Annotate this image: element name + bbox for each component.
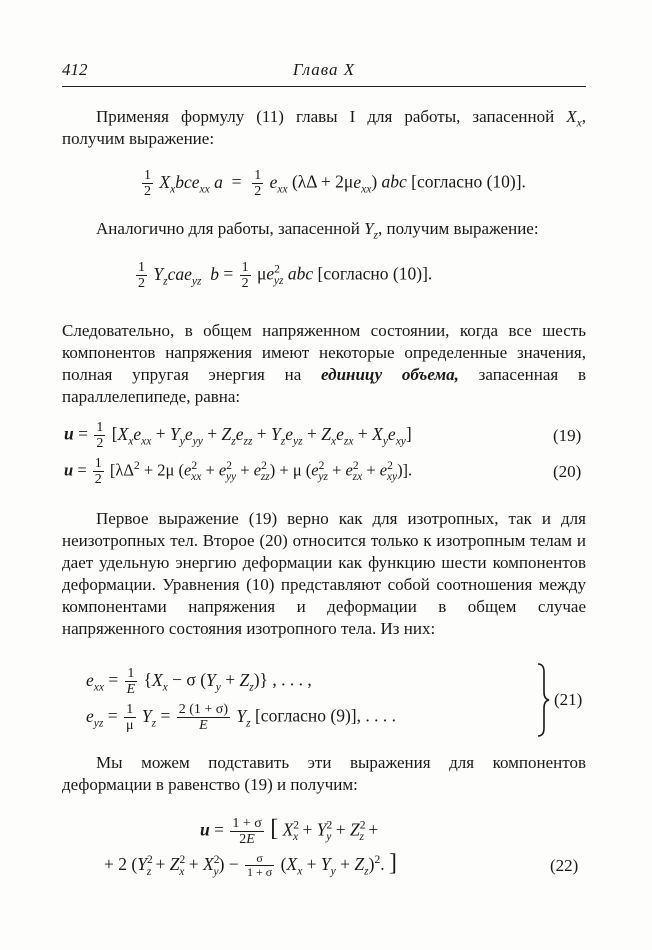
page-number: 412	[62, 60, 88, 79]
equation-work-y: $\frac{1}{2}$ $Y_zcae_{yz}$ b = $\frac{1}{2}$ $\mu e^2_{yz}$ abc [согласно (10)].	[138, 260, 433, 291]
equation-22-label: (22)	[550, 856, 579, 875]
paragraph-2: Аналогично для работы, запасенной $Y_z$, получим выражение:	[96, 219, 539, 242]
equation-work-x: $\frac{1}{2}$ $X_xbce_{xx}$ a = $\frac{1}{2}$ $e_{xx}$ $(\lambda\Delta + 2\mu e_{xx})$ abc [согласно (10)].	[144, 168, 526, 199]
running-header	[62, 60, 586, 86]
equation-21-label: (21)	[554, 690, 583, 709]
equation-19: u = $\frac{1}{2}$ $[X_xe_{xx} + Y_ye_{yy} + Z_ze_{zz} + Y_ze_{yz} + Z_xe_{zx} + X_ye_{xy}]$	[64, 420, 412, 451]
chapter-title: Глава X	[292, 60, 356, 79]
paragraph-3: Следовательно, в общем напряженном состоянии, когда все шесть компонентов напряжения имеют некоторые определенные значения, полная упругая энергия на единицу объема, запасенная в параллелепипеде, равна:	[62, 321, 586, 406]
equation-20: u = $\frac{1}{2}$ [$\lambda\Delta^2 + 2\mu$ $(e^2_{xx} + e^2_{yy} + e^2_{zz}) + \mu$ $(e^2_{yz} + e^2_{zx} + e^2_{xy})$].	[64, 456, 413, 487]
equation-20-label: (20)	[553, 462, 582, 481]
equation-note: [согласно (9)], . . . .	[254, 705, 396, 726]
paragraph-1: Применяя формулу (11) главы I для работы, запасенной $X_x$, получим выражение:	[62, 107, 586, 148]
equation-note: [согласно (10)].	[317, 263, 433, 284]
emphasis: единицу объема,	[321, 365, 459, 384]
equation-22-line1: u = $\frac{1 + \sigma}{2E}$ [ $X^2_x + Y^2_y + Z^2_z$ +	[200, 815, 379, 847]
right-brace	[536, 662, 550, 738]
header-rule	[62, 86, 586, 87]
equation-21a: $e_{xx}$ = $\frac{1}{E}$ {$X_x - \sigma$ $(Y_y + Z_z)$} , . . . ,	[86, 666, 312, 697]
equation-19-label: (19)	[553, 426, 582, 445]
equation-22-line2: + 2 $(Y^2_z + Z^2_x + X^2_y)$ − $\frac{\sigma}{1 + \sigma}$ $(X_x + Y_y + Z_z)^2$. ]	[104, 850, 397, 880]
equation-21b: $e_{yz}$ = $\frac{1}{\mu}$ $Y_z$ = $\frac{2 (1 + \sigma)}{E}$ $Y_z$ [согласно (9)], . . . .	[86, 702, 396, 733]
equation-note: [согласно (10)].	[411, 171, 526, 192]
paragraph-5: Мы можем подставить эти выражения для компонентов деформации в равенство (19) и получим:	[62, 753, 586, 794]
paragraph-4: Первое выражение (19) верно как для изотропных, так и для неизотропных тел. Второе (20) относится только к изотропным телам и дает удельную энергию деформации как функцию шести компонентов деформации. Уравнения (10) представляют собой соотношения между компонентами напряжения и деформации в общем случае напряженного состояния изотропного тела. Из них:	[62, 509, 586, 638]
